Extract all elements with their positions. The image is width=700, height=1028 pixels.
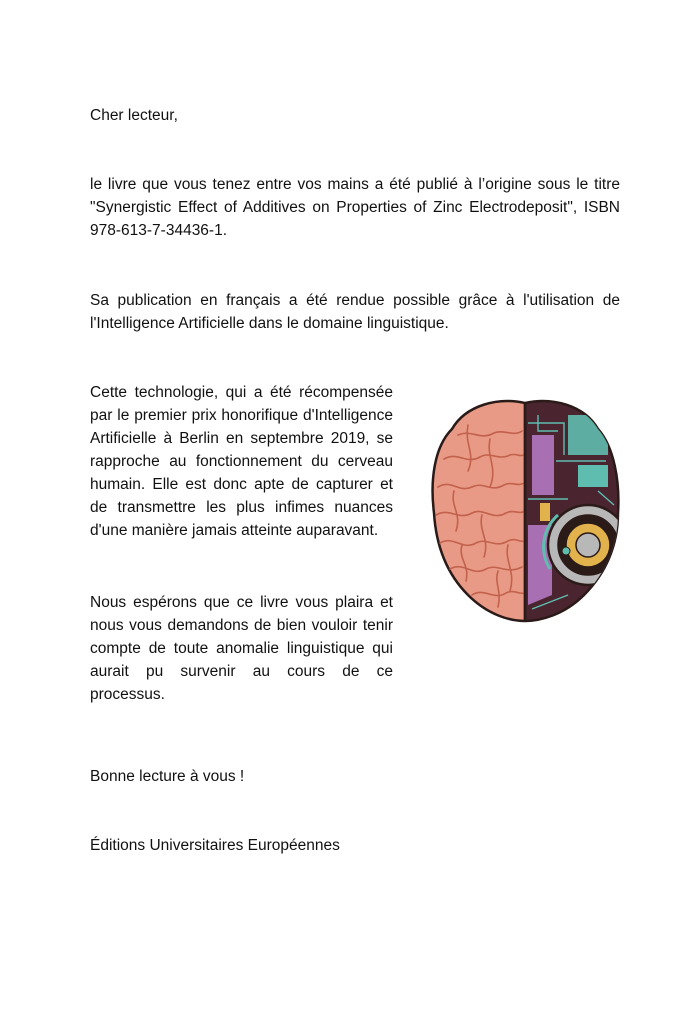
- paragraph-french-publication: Sa publication en français a été rendue possible grâce à l'utilisation de l'Intelligence Artificielle dans le domaine linguistique.: [90, 292, 620, 332]
- signature: Éditions Universitaires Européennes: [90, 837, 340, 854]
- greeting: Cher lecteur,: [90, 107, 178, 124]
- closing: Bonne lecture à vous !: [90, 768, 245, 785]
- paragraph-hope: Nous espérons que ce livre vous plaira et nous vous demandons de bien vouloir tenir compte de toute anomalie linguistique qui aurait pu survenir au cours de ce processus.: [90, 594, 393, 703]
- brain-circuit-icon: [428, 395, 623, 625]
- paragraph-technology: Cette technologie, qui a été récompensée par le premier prix honorifique d'Intelligence Artificielle à Berlin en septembre 2019, se rapproche au fonctionnement du cerveau humain. Elle est donc apte de capturer et de transmettre les plus infimes nuances d'une manière jamais atteinte auparavant.: [90, 384, 393, 539]
- paragraph-original-title: le livre que vous tenez entre vos mains a été publié à l’origine sous le titre "Synergistic Effect of Additives on Properties of Zinc Electrodeposit", ISBN 978-613-7-34436-1.: [90, 176, 620, 239]
